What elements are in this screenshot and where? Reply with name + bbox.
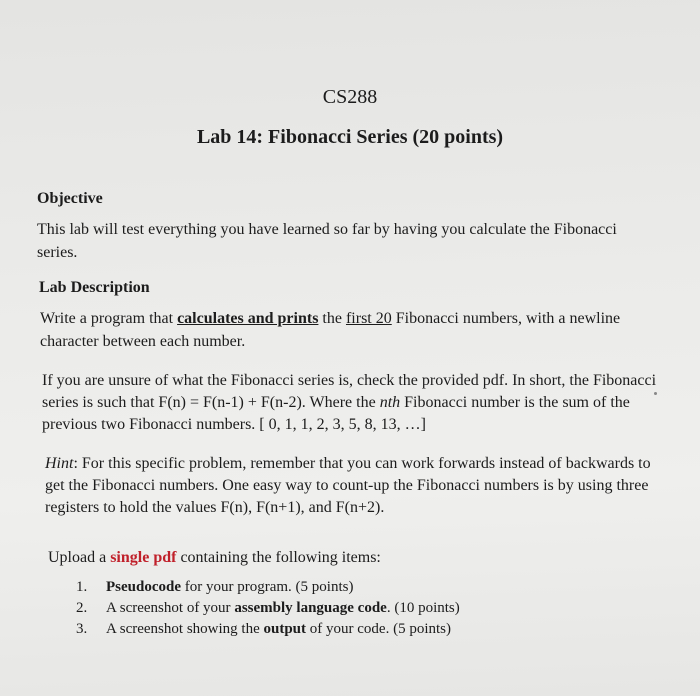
objective-line-1: This lab will test everything you have learned so far by having you calculate the Fibonacci xyxy=(37,221,617,238)
description-paragraph-2-line-1: If you are unsure of what the Fibonacci series is, check the provided pdf. In short, the Fibonacci xyxy=(42,372,657,389)
upload-text: Upload a xyxy=(48,549,111,566)
nth-italic: nth xyxy=(379,394,401,411)
list-item xyxy=(76,577,460,598)
hint-line-2: get the Fibonacci numbers. One easy way to count-up the Fibonacci numbers is by using three xyxy=(45,477,649,494)
hint-label: Hint xyxy=(45,455,74,472)
description-text: Write a program that xyxy=(40,310,178,327)
list-number: 3. xyxy=(76,621,88,637)
list-text: . (10 points) xyxy=(386,600,460,616)
description-paragraph-1-line-2: character between each number. xyxy=(40,333,246,350)
upload-text: containing the following items: xyxy=(176,549,381,566)
description-text: series is such that F(n) = F(n-1) + F(n-2). Where the xyxy=(42,394,380,411)
deliverables-list xyxy=(76,577,460,640)
list-text: for your program. (5 points) xyxy=(181,579,354,595)
list-item xyxy=(76,619,460,640)
single-pdf-emphasis: single pdf xyxy=(110,549,177,566)
description-text: the xyxy=(318,310,346,327)
upload-instruction xyxy=(48,546,381,569)
calculates-and-prints-emphasis: calculates and prints xyxy=(177,310,319,327)
first-20-emphasis xyxy=(346,310,392,327)
description-paragraph-2-line-3: previous two Fibonacci numbers. [ 0, 1, 1, 2, 3, 5, 8, 13, …] xyxy=(42,416,426,433)
list-number: 1. xyxy=(76,579,88,595)
hint-line-3: registers to hold the values F(n), F(n+1), and F(n+2). xyxy=(45,499,385,516)
assembly-code-emphasis: assembly language code xyxy=(234,600,387,616)
list-text: A screenshot showing the xyxy=(106,621,264,637)
description-text: Fibonacci number is the sum of the xyxy=(400,394,630,411)
description-paragraph-1-line-1 xyxy=(40,307,620,330)
lab-description-heading: Lab Description xyxy=(39,279,150,296)
list-text: of your code. (5 points) xyxy=(306,621,451,637)
hint-text: : For this specific problem, remember that you can work forwards instead of backwards to xyxy=(73,455,651,472)
pseudocode-emphasis: Pseudocode xyxy=(106,579,181,595)
speck-mark xyxy=(654,392,657,395)
course-code: CS288 xyxy=(322,86,378,108)
list-text: A screenshot of your xyxy=(106,600,235,616)
hint-line-1 xyxy=(45,452,651,475)
first-20-text: first 20 xyxy=(345,310,392,327)
objective-line-2: series. xyxy=(37,244,78,261)
description-text: Fibonacci numbers, with a newline xyxy=(391,310,621,327)
list-item xyxy=(76,598,460,619)
description-paragraph-2-line-2 xyxy=(42,391,630,414)
list-number: 2. xyxy=(76,600,88,616)
objective-heading: Objective xyxy=(37,190,103,207)
lab-title: Lab 14: Fibonacci Series (20 points) xyxy=(196,126,504,148)
output-emphasis: output xyxy=(263,621,307,637)
